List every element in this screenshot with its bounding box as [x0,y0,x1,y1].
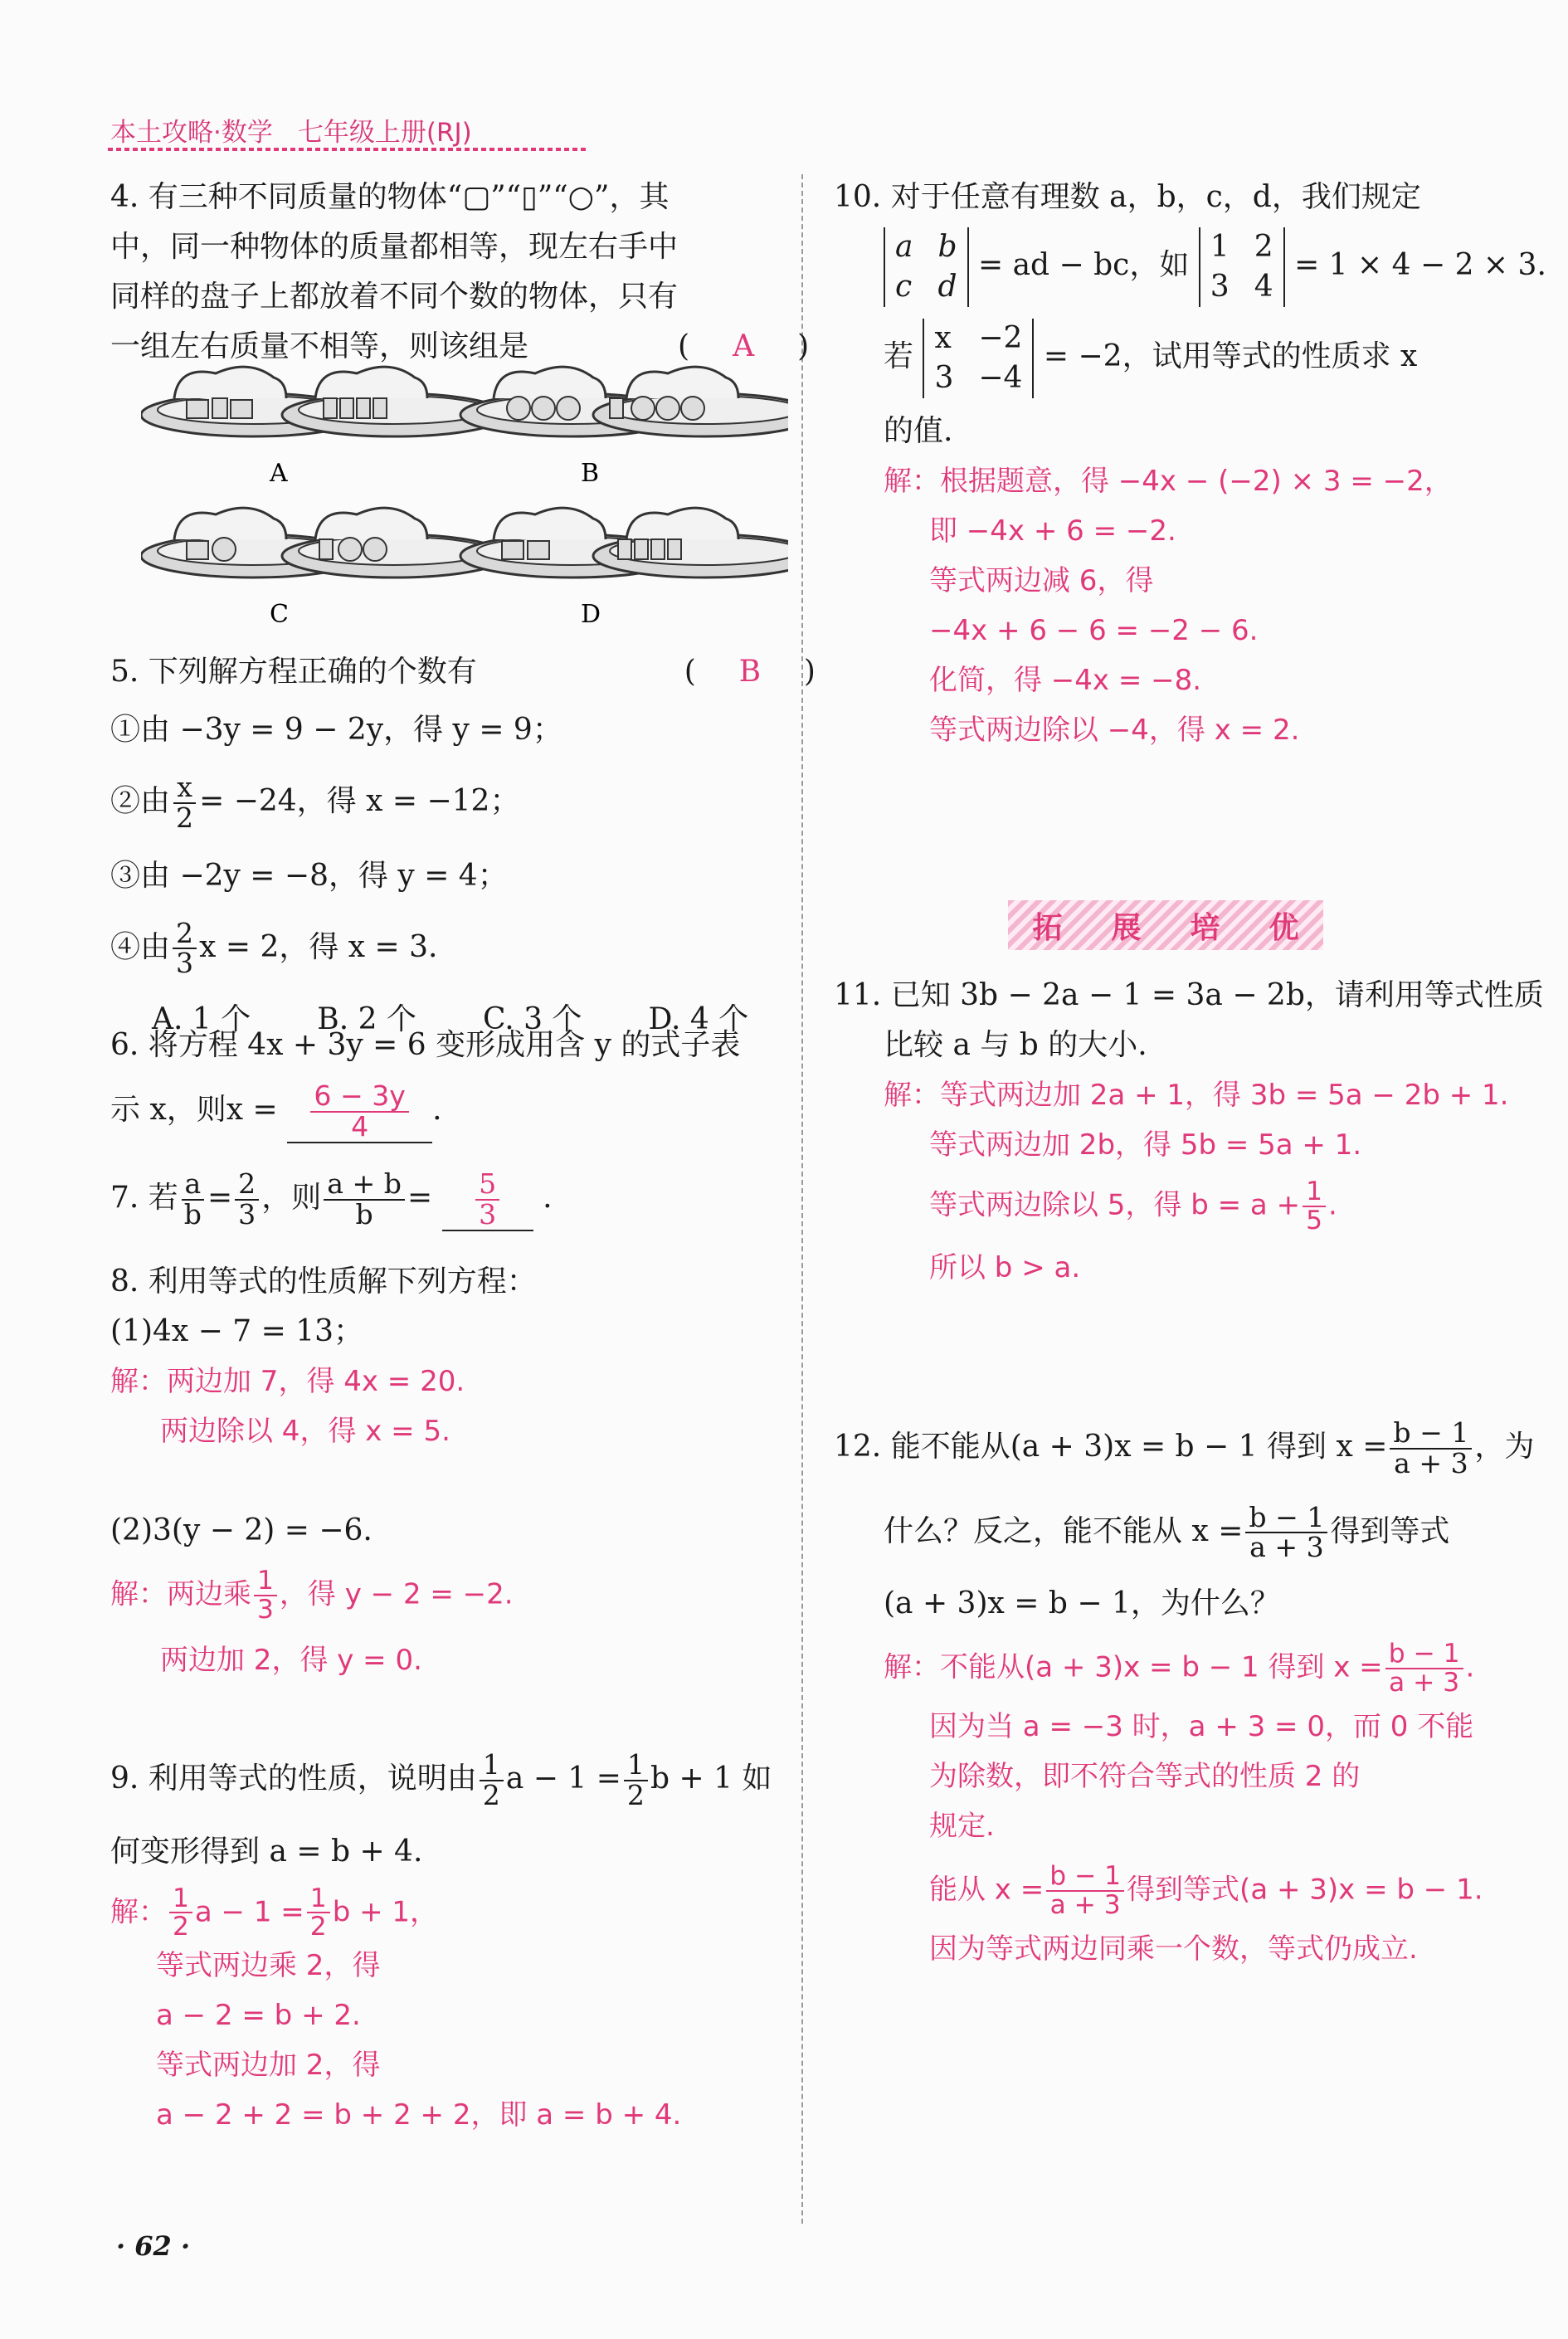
q4-answer: A [733,329,755,363]
q10-sol-4: −4x + 6 − 6 = −2 − 6. [929,614,1259,647]
header-underline [108,148,589,151]
grade-label: 七年级上册(RJ) [297,118,472,148]
option-b-balance [460,367,788,436]
q8-part-1: (1)4x − 7 = 13； [110,1314,364,1348]
q5-item-2: ②由 $\frac{x}{2}$ = −24，得 x = −12； [110,771,520,834]
q12-sol-4: 规定. [929,1809,995,1843]
q5-choice-d: D. 4 个 [648,1002,749,1037]
book-header [110,111,472,149]
q4-line-2: 中，同一种物体的质量都相等，现左右手中 [110,230,679,264]
q11-sol-4: 所以 b > a. [929,1250,1081,1284]
q6-line-1: 6. 将方程 4x + 3y = 6 变形成用含 y 的式子表 [110,1028,741,1062]
q10-sol-1: 解：根据题意，得 −4x − (−2) × 3 = −2， [884,465,1453,498]
q11-sol-1: 解：等式两边加 2a + 1，得 3b = 5a − 2b + 1. [884,1079,1509,1112]
q8-part-2: (2)3(y − 2) = −6. [110,1513,373,1547]
q10-line-3: 若 x −2 3 −4 = −2，试用等式的性质求 x [834,319,1531,398]
q5-item-1: ①由 −3y = 9 − 2y，得 y = 9； [110,713,562,747]
q11-sol-2: 等式两边加 2b，得 5b = 5a + 1. [929,1128,1362,1162]
banner-char-3: 培 [1190,910,1220,945]
page-number: · 62 · [116,2230,191,2262]
question-5 [110,647,816,1045]
question-12 [834,1416,1535,1974]
question-4 [110,173,810,372]
q4-line-3: 同样的盘子上都放着不同个数的物体，只有 [110,280,679,314]
q9-sol-3: a − 2 = b + 2. [156,1999,361,2033]
q10-sol-6: 等式两边除以 −4，得 x = 2. [929,714,1300,747]
book-title: 本土攻略·数学 [110,118,273,148]
q8-p2-sol-2: 两边加 2，得 y = 0. [160,1643,422,1677]
q7-answer: $\frac{5}{3}$ [475,1170,499,1230]
q11-line-2: 比较 a 与 b 的大小. [884,1028,1147,1062]
q5-choice-a: A. 1 个 [152,1002,251,1037]
label-b: B [581,459,600,488]
q5-item-4: ④由 $\frac{2}{3}$ x = 2，得 x = 3. [110,916,438,980]
balance-figure [141,365,788,639]
q8-p2-sol-1: 解：两边乘 $\frac{1}{3}$ ，得 y − 2 = −2. [110,1566,514,1625]
q9-sol-2: 等式两边乘 2，得 [156,1949,381,1983]
q5-choice-c: C. 3 个 [482,1002,582,1037]
q10-line-4: 的值. [884,414,953,448]
q9-sol-5: a − 2 + 2 = b + 2 + 2，即 a = b + 4. [156,2098,682,2132]
q6-answer: $\frac{6 - 3y}{4}$ [310,1082,409,1142]
q4-line-1: 4. 有三种不同质量的物体“▢”“▯”“○”，其 [110,180,670,214]
section-banner [1008,900,1323,950]
q12-sol-2: 因为当 a = −3 时，a + 3 = 0，而 0 不能 [929,1709,1474,1743]
q8-p1-sol-2: 两边除以 4，得 x = 5. [160,1415,450,1448]
q8-p1-sol-1: 解：两边加 7，得 4x = 20. [110,1365,465,1398]
q5-choice-b: B. 2 个 [317,1002,416,1037]
question-7: 7. 若 $\frac{a}{b}$ = $\frac{2}{3}$ ，则 $\frac{a + b}{b}$ = $\frac{5}{3}$ . [110,1167,553,1230]
q10-sol-3: 等式两边减 6，得 [929,564,1154,597]
question-10 [834,173,1546,755]
label-a: A [270,459,288,488]
q10-line-1: 10. 对于任意有理数 a，b，c，d，我们规定 [834,180,1421,214]
question-8 [110,1257,774,1685]
option-d-balance [460,508,788,577]
q5-answer: B [738,655,762,689]
q12-sol-5: 能从 x = $\frac{b - 1}{a + 3}$ 得到等式(a + 3)x = b − 1. [929,1860,1483,1920]
q9-line-1: 9. 利用等式的性质，说明由 $\frac{1}{2}$ a − 1 = $\frac{1}{2}$ b + 1 如 [110,1748,772,1811]
question-9 [110,1748,774,2140]
q5-item-3: ③由 −2y = −8，得 y = 4； [110,858,508,893]
banner-char-2: 展 [1111,910,1142,945]
banner-char-1: 拓 [1032,910,1063,945]
q12-line-2: 什么？反之，能不能从 x = $\frac{b - 1}{a + 3}$ 得到等式 [884,1500,1450,1564]
q11-line-1: 11. 已知 3b − 2a − 1 = 3a − 2b，请利用等式性质 [834,978,1544,1012]
q10-definition: a b c d = ad − bc，如 1 2 3 4 = 1 × 4 − 2 × 3. [834,227,1531,307]
q10-sol-2: 即 −4x + 6 = −2. [929,514,1176,548]
q12-line-3: (a + 3)x = b − 1，为什么？ [884,1586,1280,1621]
q9-sol-4: 等式两边加 2，得 [156,2049,381,2083]
q10-sol-5: 化简，得 −4x = −8. [929,664,1202,697]
question-11 [834,971,1544,1293]
q12-sol-1: 解：不能从(a + 3)x = b − 1 得到 x = $\frac{b - 1}{a + 3}$ . [884,1639,1475,1698]
q8-stem: 8. 利用等式的性质解下列方程： [110,1265,537,1299]
q12-sol-3: 为除数，即不符合等式的性质 2 的 [929,1759,1361,1793]
q12-line-1: 12. 能不能从(a + 3)x = b − 1 得到 x = $\frac{b - 1}{a + 3}$ ，为 [834,1416,1535,1479]
q6-line-2: 示 x，则x = $\frac{6 - 3y}{4}$ . [110,1079,442,1143]
question-6 [110,1021,774,1143]
label-c: C [270,600,289,629]
q5-stem: 5. 下列解方程正确的个数有 ( B ) [110,647,774,697]
label-d: D [581,600,601,629]
q12-sol-6: 因为等式两边同乘一个数，等式仍成立. [929,1932,1418,1966]
q4-line-4: 一组左右质量不相等，则该组是 ( A ) [110,322,774,372]
column-divider [801,174,803,2224]
q9-line-2: 何变形得到 a = b + 4. [110,1834,423,1869]
q11-sol-3: 等式两边除以 5，得 b = a + $\frac{1}{5}$ . [929,1177,1337,1235]
option-c-balance [141,508,506,577]
q9-sol-1: 解： $\frac{1}{2}$ a − 1 = $\frac{1}{2}$ b + 1， [110,1883,439,1942]
banner-char-4: 优 [1269,910,1299,945]
